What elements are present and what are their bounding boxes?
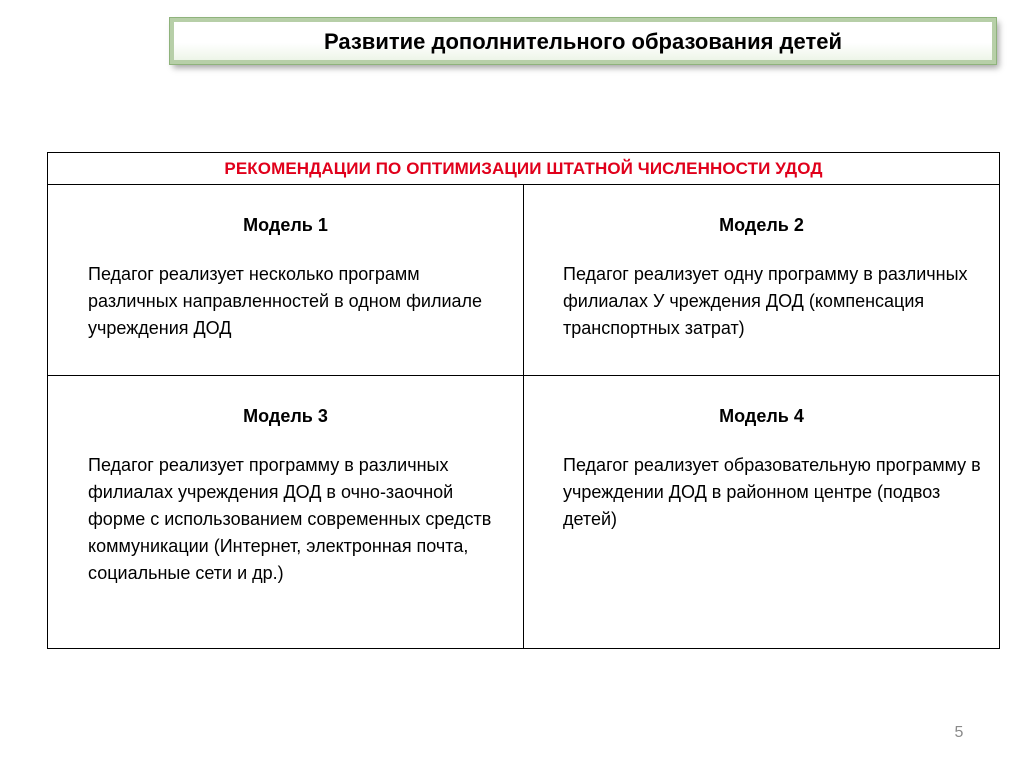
model-2-cell xyxy=(524,185,1000,376)
recommendations-table xyxy=(47,152,1000,649)
model-1-text: Педагог реализует несколько программ различных направленностей в одном филиале учреждения ДОД xyxy=(88,264,483,338)
table-header: РЕКОМЕНДАЦИИ ПО ОПТИМИЗАЦИИ ШТАТНОЙ ЧИСЛЕННОСТИ УДОД xyxy=(48,153,1000,185)
page-number: 5 xyxy=(954,724,964,741)
model-4-title: Модель 4 xyxy=(719,406,804,426)
table-header-row xyxy=(48,153,1000,185)
model-4-cell xyxy=(524,376,1000,649)
model-3-title: Модель 3 xyxy=(243,406,328,426)
table-row xyxy=(48,376,1000,649)
slide-title: Развитие дополнительного образования детей xyxy=(323,29,843,54)
model-1-cell xyxy=(48,185,524,376)
model-2-title: Модель 2 xyxy=(719,215,804,235)
model-4-text: Педагог реализует образовательную программу в учреждении ДОД в районном центре (подвоз детей) xyxy=(563,455,981,529)
model-2-text: Педагог реализует одну программу в различных филиалах У чреждения ДОД (компенсация транспортных затрат) xyxy=(563,264,968,338)
slide-title-box xyxy=(170,18,996,64)
model-3-cell xyxy=(48,376,524,649)
model-3-text: Педагог реализует программу в различных филиалах учреждения ДОД в очно-заочной форме с использованием современных средств коммуникации (Интернет, электронная почта, социальные сети и др.) xyxy=(88,455,492,583)
model-1-title: Модель 1 xyxy=(243,215,328,235)
table-row xyxy=(48,185,1000,376)
